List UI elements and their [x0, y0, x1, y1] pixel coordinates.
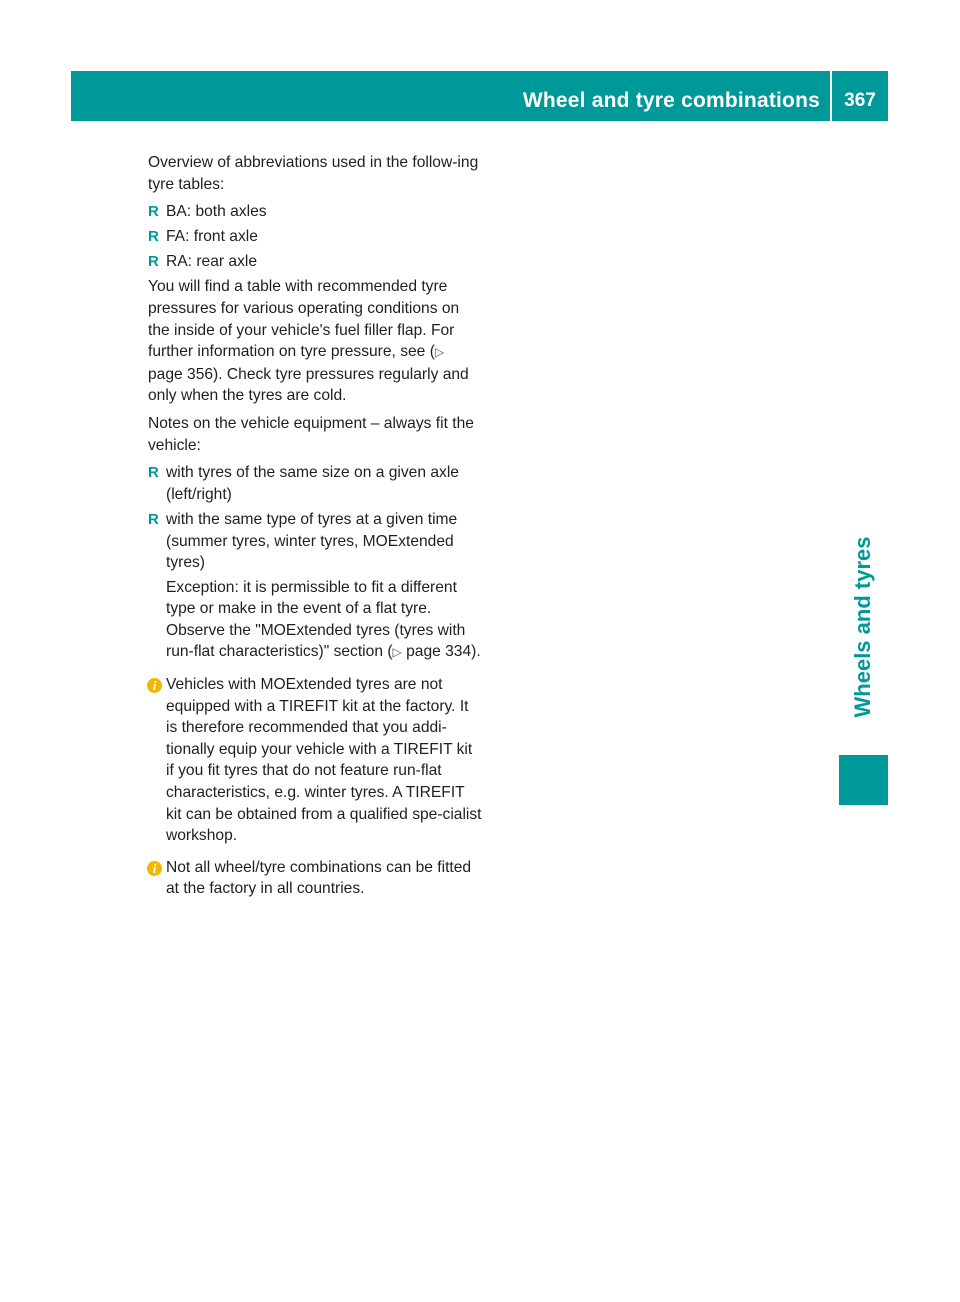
bullet-icon: R [148, 203, 159, 221]
bullet-icon: R [148, 464, 159, 482]
list-item [148, 509, 483, 664]
info-note [148, 674, 483, 847]
chapter-marker [839, 755, 888, 805]
pressure-paragraph: You will find a table with recommended tyre pressures for various operating conditions on the inside of your vehicle's fuel filler flap. For further information on tyre pressure, see (▷ page 356). Check tyre pressures regularly and only when the tyres are cold. [148, 278, 469, 405]
page-header [71, 71, 888, 121]
intro-paragraph: Overview of abbreviations used in the follow-ing tyre tables: [148, 154, 479, 193]
exception-text: Exception: it is permissible to fit a different type or make in the event of a flat tyre. Observe the "MOExtended tyres (tyres with run-flat characteristics)" section (▷ page 334). [166, 578, 481, 661]
chapter-tab-label: Wheels and tyres [850, 536, 875, 718]
exception-body: Exception: it is permissible to fit a different type or make in the event of a flat tyre. Observe the "MOExtended tyres (tyres with run-flat characteristics)" section [166, 578, 466, 661]
page-number: 367 [844, 90, 876, 111]
page-content [148, 152, 483, 900]
info-note [148, 857, 483, 900]
list-item [148, 201, 483, 223]
chapter-tab [839, 522, 888, 732]
page-reference-arrow-icon: ▷ [392, 645, 402, 660]
list-item-text: BA: both axles [166, 203, 267, 221]
list-item-text: RA: rear axle [166, 253, 257, 271]
info-icon: i [147, 678, 162, 693]
list-item-text: with tyres of the same size on a given axle (left/right) [166, 464, 459, 503]
section-title: Wheel and tyre combinations [522, 89, 820, 112]
page-reference-link[interactable]: page 334 [406, 643, 472, 661]
pressure-text-end: ). Check tyre pressures regularly and only when the tyres are cold. [148, 365, 469, 405]
list-item [148, 251, 483, 273]
page-reference-link[interactable]: page 356 [148, 365, 214, 383]
bullet-icon: R [148, 253, 159, 271]
list-item-text: with the same type of tyres at a given time (summer tyres, winter tyres, MOExtended tyres) [166, 510, 458, 572]
info-note-text: Vehicles with MOExtended tyres are not equipped with a TIREFIT kit at the factory. It is therefore recommended that you addi-tionally equip your vehicle with a TIREFIT kit if you fit tyres that do not feature run-flat characteristics, e.g. winter tyres. A TIREFIT kit can be obtained from a qualified spe-cialist workshop. [166, 676, 482, 845]
info-icon: i [147, 861, 162, 876]
page-reference-arrow-icon: ▷ [434, 345, 445, 360]
exception-text-end: ). [471, 643, 481, 661]
info-note-text: Not all wheel/tyre combinations can be fitted at the factory in all countries. [166, 858, 472, 898]
notes-heading: Notes on the vehicle equipment – always fit the vehicle: [148, 415, 474, 454]
pressure-text: You will find a table with recommended tyre pressures for various operating conditions on the inside of your vehicle's fuel filler flap. For further information on tyre pressure, see [148, 278, 460, 361]
list-item [148, 462, 483, 505]
bullet-icon: R [148, 510, 159, 528]
bullet-icon: R [148, 228, 159, 246]
list-item-text: FA: front axle [166, 228, 258, 246]
list-item [148, 226, 483, 248]
